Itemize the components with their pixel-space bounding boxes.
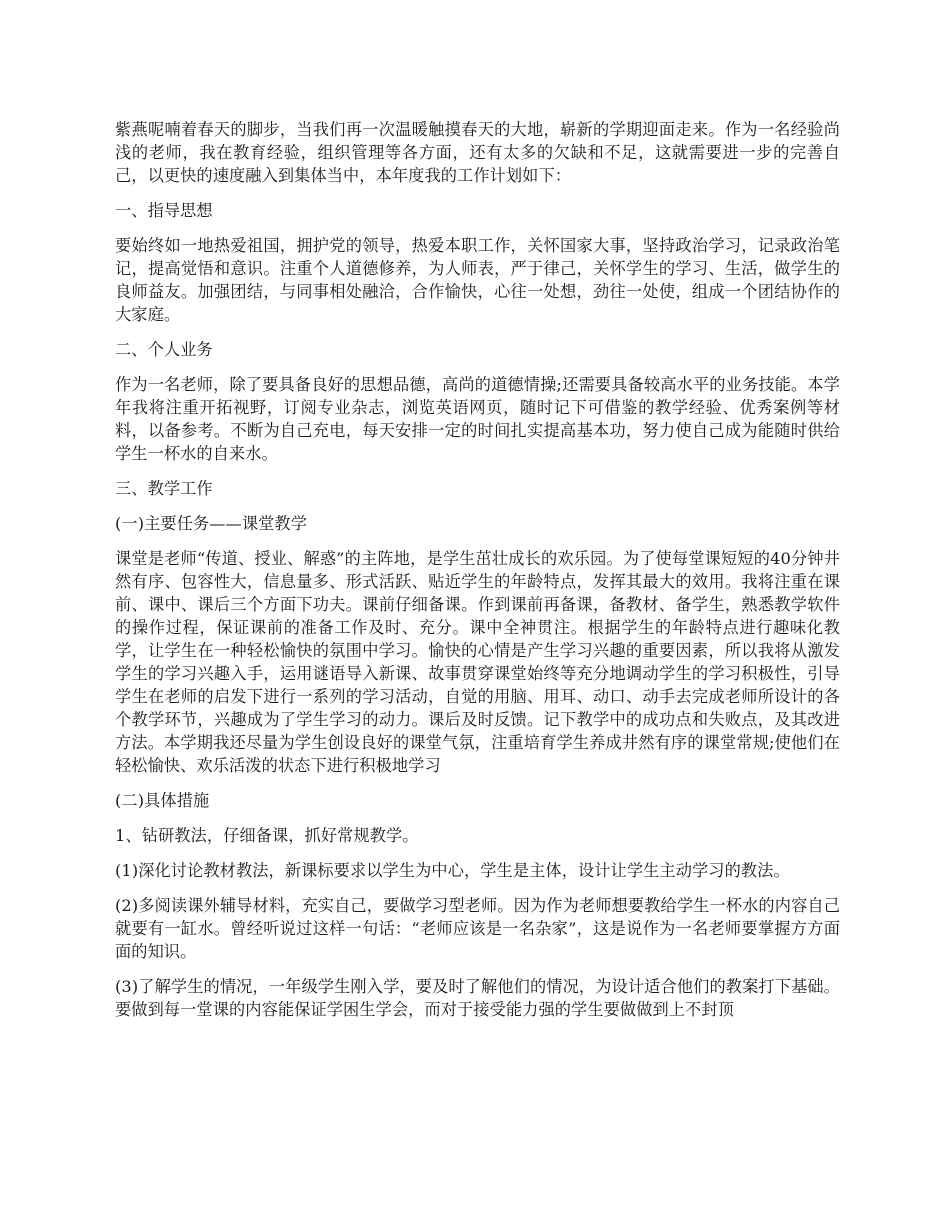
subsection-heading-main-task: (一)主要任务——课堂教学 [115,514,307,533]
measure-item-1: 1、钻研教法，仔细备课，抓好常规教学。 [115,826,419,845]
section-heading-guiding-thought: 一、指导思想 [115,201,213,220]
intro-paragraph: 紫燕呢喃着春天的脚步，当我们再一次温暖触摸春天的大地，崭新的学期迎面走来。作为一名经验尚浅的老师，我在教育经验，组织管理等各方面，还有太多的欠缺和不足，这就需要进一步的完善自己，以更快的速度融入到集体当中，本年度我的工作计划如下： [115,120,840,185]
section-heading-personal-work: 二、个人业务 [115,340,213,359]
guiding-thought-paragraph: 要始终如一地热爱祖国，拥护党的领导，热爱本职工作，关怀国家大事，坚持政治学习，记录政治笔记，提高觉悟和意识。注重个人道德修养，为人师表，严于律己，关怀学生的学习、生活，做学生的良师益友。加强团结，与同事相处融洽，合作愉快，心往一处想，劲往一处使，组成一个团结协作的大家庭。 [115,236,840,324]
subsection-heading-measures: (二)具体措施 [115,791,210,810]
measure-subitem-3: (3)了解学生的情况，一年级学生刚入学，要及时了解他们的情况，为设计适合他们的教案打下基础。要做到每一堂课的内容能保证学困生学会，而对于接受能力强的学生要做做到上不封顶 [115,977,840,1019]
measure-subitem-1: (1)深化讨论教材教法，新课标要求以学生为中心，学生是主体，设计让学生主动学习的教法。 [115,861,790,880]
section-heading-teaching-work: 三、教学工作 [115,479,213,498]
classroom-teaching-paragraph: 课堂是老师“传道、授业、解惑”的主阵地，是学生茁壮成长的欢乐园。为了使每堂课短短的40分钟井然有序、包容性大，信息量多、形式活跃、贴近学生的年龄特点，发挥其最大的效用。我将注重在课前、课中、课后三个方面下功夫。课前仔细备课。作到课前再备课，备教材、备学生，熟悉教学软件的操作过程，保证课前的准备工作及时、充分。课中全神贯注。根据学生的年龄特点进行趣味化教学，让学生在一种轻松愉快的氛围中学习。愉快的心情是产生学习兴趣的重要因素，所以我将从激发学生的学习兴趣入手，运用谜语导入新课、故事贯穿课堂始终等充分地调动学生的学习积极性，引导学生在老师的启发下进行一系列的学习活动，自觉的用脑、用耳、动口、动手去完成老师所设计的各个教学环节，兴趣成为了学生学习的动力。课后及时反馈。记下教学中的成功点和失败点，及其改进方法。本学期我还尽量为学生创设良好的课堂气氛，注重培育学生养成井然有序的课堂常规;使他们在轻松愉快、欢乐活泼的状态下进行积极地学习 [115,549,840,775]
personal-work-paragraph: 作为一名老师，除了要具备良好的思想品德，高尚的道德情操;还需要具备较高水平的业务技能。本学年我将注重开拓视野，订阅专业杂志，浏览英语网页，随时记下可借鉴的教学经验、优秀案例等材料，以备参考。不断为自己充电，每天安排一定的时间扎实提高基本功，努力使自己成为能随时供给学生一杯水的自来水。 [115,375,840,463]
measure-subitem-2: (2)多阅读课外辅导材料，充实自己，要做学习型老师。因为作为老师想要教给学生一杯水的内容自己就要有一缸水。曾经听说过这样一句话：“老师应该是一名杂家”，这是说作为一名老师要掌握方方面面的知识。 [115,896,840,961]
document-page [115,118,840,1033]
